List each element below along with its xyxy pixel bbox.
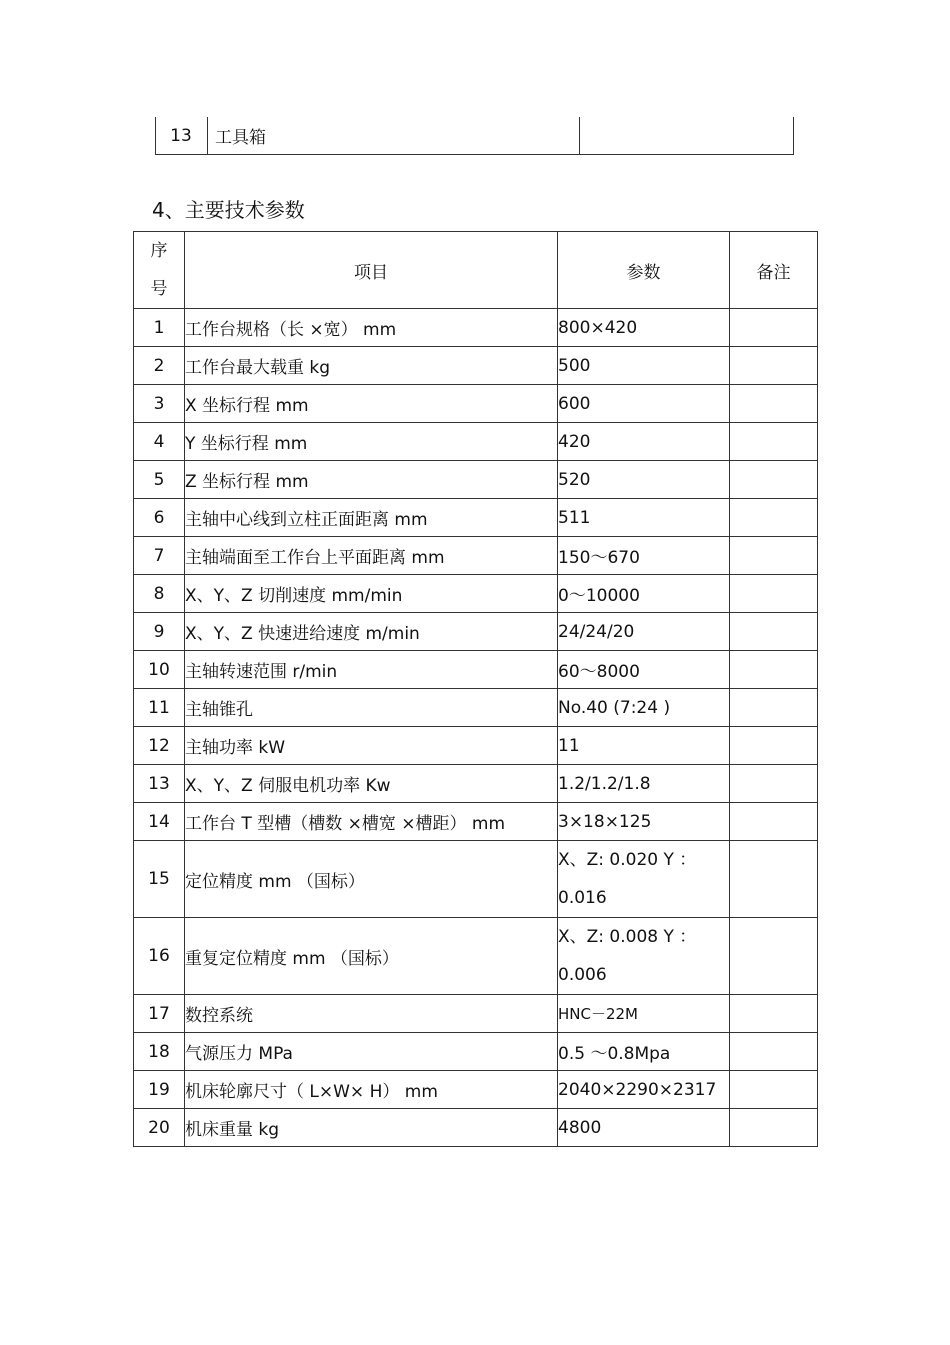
table-row — [134, 347, 818, 385]
row-item: 主轴锥孔 — [185, 689, 558, 727]
row-number: 18 — [134, 1033, 185, 1071]
row-note — [730, 385, 818, 423]
row-number: 3 — [134, 385, 185, 423]
table-row — [134, 651, 818, 689]
row-item: 主轴功率 kW — [185, 727, 558, 765]
row-item: X、Y、Z 伺服电机功率 Kw — [185, 765, 558, 803]
table-row — [134, 727, 818, 765]
row-param: 0～10000 — [558, 575, 730, 613]
row-param: 150～670 — [558, 537, 730, 575]
header-param: 参数 — [558, 232, 730, 309]
column-divider — [207, 117, 208, 155]
row-note — [730, 841, 818, 918]
row-item: 主轴中心线到立柱正面距离 mm — [185, 499, 558, 537]
row-param: 24/24/20 — [558, 613, 730, 651]
table-row — [134, 537, 818, 575]
row-number: 6 — [134, 499, 185, 537]
row-item: Z 坐标行程 mm — [185, 461, 558, 499]
row-note — [730, 651, 818, 689]
row-param: 600 — [558, 385, 730, 423]
table-border — [793, 117, 794, 155]
row-number: 17 — [134, 995, 185, 1033]
row-note — [730, 1033, 818, 1071]
row-note — [730, 765, 818, 803]
previous-table-fragment — [155, 117, 794, 155]
row-number: 11 — [134, 689, 185, 727]
row-item: 工作台 T 型槽（槽数 ×槽宽 ×槽距） mm — [185, 803, 558, 841]
row-param: 420 — [558, 423, 730, 461]
row-note — [730, 1071, 818, 1109]
row-number: 12 — [134, 727, 185, 765]
row-param: 3×18×125 — [558, 803, 730, 841]
row-param: HNC－22M — [558, 995, 730, 1033]
table-row — [134, 1109, 818, 1147]
row-param: 511 — [558, 499, 730, 537]
row-item: 主轴转速范围 r/min — [185, 651, 558, 689]
row-number: 13 — [134, 765, 185, 803]
table-header-row — [134, 232, 818, 309]
table-body — [134, 309, 818, 1147]
row-item: 重复定位精度 mm （国标） — [185, 918, 558, 995]
table-row — [134, 765, 818, 803]
row-note — [730, 1109, 818, 1147]
row-item: X、Y、Z 快速进给速度 m/min — [185, 613, 558, 651]
row-number: 13 — [170, 125, 192, 146]
table-row — [134, 1071, 818, 1109]
header-note: 备注 — [730, 232, 818, 309]
row-number: 9 — [134, 613, 185, 651]
row-note — [730, 347, 818, 385]
parameters-table — [133, 231, 818, 1147]
row-item: 主轴端面至工作台上平面距离 mm — [185, 537, 558, 575]
row-param: X、Z: 0.020 Y ：0.016 — [558, 841, 730, 918]
row-item: 气源压力 MPa — [185, 1033, 558, 1071]
row-number: 2 — [134, 347, 185, 385]
table-row — [134, 803, 818, 841]
table-row — [134, 385, 818, 423]
row-number: 15 — [134, 841, 185, 918]
row-note — [730, 423, 818, 461]
row-item: 数控系统 — [185, 995, 558, 1033]
header-item: 项目 — [185, 232, 558, 309]
row-note — [730, 309, 818, 347]
table-row — [134, 841, 818, 918]
row-note — [730, 995, 818, 1033]
table-row — [134, 423, 818, 461]
row-param: No.40 (7:24 ) — [558, 689, 730, 727]
row-number: 19 — [134, 1071, 185, 1109]
table-row — [134, 613, 818, 651]
row-note — [730, 575, 818, 613]
row-item: 机床轮廓尺寸（ L×W× H） mm — [185, 1071, 558, 1109]
row-item: 工作台规格（长 ×宽） mm — [185, 309, 558, 347]
row-note — [730, 461, 818, 499]
row-note — [730, 613, 818, 651]
row-number: 7 — [134, 537, 185, 575]
row-note — [730, 727, 818, 765]
row-param: 500 — [558, 347, 730, 385]
row-note — [730, 499, 818, 537]
row-param: 11 — [558, 727, 730, 765]
row-number: 5 — [134, 461, 185, 499]
row-param: 2040×2290×2317 — [558, 1071, 730, 1109]
table-row — [134, 309, 818, 347]
row-param: 0.5 ～0.8Mpa — [558, 1033, 730, 1071]
section-title: 4、主要技术参数 — [152, 198, 305, 222]
row-item: 定位精度 mm （国标） — [185, 841, 558, 918]
table-row — [134, 499, 818, 537]
table-row — [134, 575, 818, 613]
row-item: 工作台最大载重 kg — [185, 347, 558, 385]
row-number: 1 — [134, 309, 185, 347]
row-param: 60～8000 — [558, 651, 730, 689]
header-no: 序 号 — [134, 232, 185, 309]
table-row — [134, 995, 818, 1033]
row-number: 20 — [134, 1109, 185, 1147]
table-row — [134, 918, 818, 995]
row-note — [730, 918, 818, 995]
row-number: 14 — [134, 803, 185, 841]
row-param: 1.2/1.2/1.8 — [558, 765, 730, 803]
row-param: X、Z: 0.008 Y ：0.006 — [558, 918, 730, 995]
table-row — [134, 1033, 818, 1071]
row-item: Y 坐标行程 mm — [185, 423, 558, 461]
row-number: 4 — [134, 423, 185, 461]
column-divider — [579, 117, 580, 155]
row-param: 800×420 — [558, 309, 730, 347]
row-number: 8 — [134, 575, 185, 613]
row-note — [730, 689, 818, 727]
row-item: X 坐标行程 mm — [185, 385, 558, 423]
row-param: 520 — [558, 461, 730, 499]
row-item: 机床重量 kg — [185, 1109, 558, 1147]
table-row — [134, 461, 818, 499]
table-border — [155, 154, 794, 155]
row-note — [730, 537, 818, 575]
item-name: 工具箱 — [215, 128, 266, 148]
row-item: X、Y、Z 切削速度 mm/min — [185, 575, 558, 613]
table-row — [134, 689, 818, 727]
row-number: 10 — [134, 651, 185, 689]
row-note — [730, 803, 818, 841]
row-number: 16 — [134, 918, 185, 995]
row-param: 4800 — [558, 1109, 730, 1147]
